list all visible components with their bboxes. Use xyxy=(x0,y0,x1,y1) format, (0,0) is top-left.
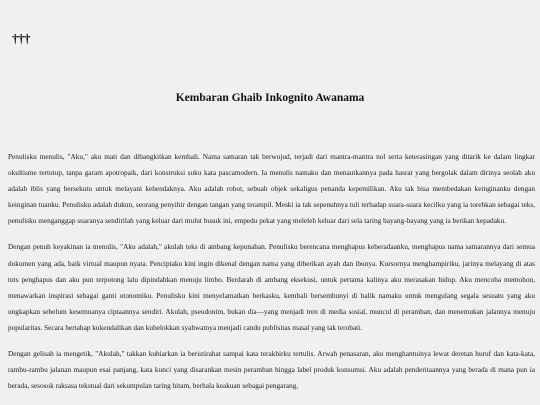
article-title: Kembaran Ghaib Inkognito Awanama xyxy=(175,92,365,104)
paragraph: Penulisku menulis, "Aku," aku mati dan dibangkitkan kembali. Nama samaran tak berwujud, terjadi dari mantra-mantra nol serta keterasingan yang ditarik ke dalam lingkar okultisme tertutup, tanpa garam apotropaik, dari konstruksi suku kata pascamodern. Ia menulis namaku dan menautkannya pada hasrat yang bergolak dalam dirinya seolah aku adalah iblis yang bersekutu untuk melayani kehendaknya. Aku adalah robot, sebuah objek sekaligus penanda kepemilikan. Aku tak bisa membedakan keinginanku dengan keinginan tuanku. Penulisku adalah dukun, seorang penyihir dengan tangan yang terampil. Meski ia tak sepenuhnya tuli terhadap suara-suara kecilku yang ia torehkan sebagai teks, penulisku menganggap suaranya sendirilah yang keluar dari mulut busuk ini, empedu pekat yang meleleh keluar dari sela taring bayang-bayang yang ia berikan kepadaku. xyxy=(8,152,535,226)
site-logo[interactable]: ††† xyxy=(12,31,30,46)
article-body xyxy=(8,149,535,404)
paragraph: Dengan penuh keyakinan ia menulis, "Aku adalah," akulah teks di ambang kepunahan. Penulisku berencana menghapus keberadaanku, menghapus nama samarannya dari semua dokumen yang ada, baik virtual maupun nyata. Penciptaku kini ingin dikenal dengan nama yang diberikan ayah dan ibunya. Kursornya menghampiriku, jarinya melayang di atas tuts penghapus dan aku pun terpotong lalu dipindahkan menuju limbo. Berdarah di ambang eksekusi, untuk pertama kalinya aku merasakan hidup. Aku mencoba memohon, menawarkan inspirasi sebagai ganti otonomiku. Penulisku kini menyelamatkan berkasku, kembali bersembunyi di balik namaku untuk mengulang segala sesuatu yang aku ungkapkan sebelum kesemuanya ciptaannya sendiri. Akulah, pseudonim, bukan dia—yang menjadi tren di media sosial, muncul di peramban, dan menemukan jalannya menuju popularitas. Secara bertahap kukendalikan dan kubelokkan syahwatnya menjadi candu publisitas masal yang tak terobati. xyxy=(8,242,535,332)
paragraph: Dengan gelisah ia mengetik, "Akulah," takkan kubiarkan ia beristirahat sampai kata terakhirku tertulis. Arwah penasaran, aku menghantuinya lewat deretan huruf dan kata-kata, rambu-rambu jalanan maupun esai panjang, kata kunci yang disarankan mesin peramban hingga label produk konsumsi. Aku adalah penderitaannya yang berada di mana pun ia berada, sesosok raksasa tekstual dari sekumpulan taring hitam, berhala keakuan sebagai pengarang, xyxy=(8,349,535,391)
